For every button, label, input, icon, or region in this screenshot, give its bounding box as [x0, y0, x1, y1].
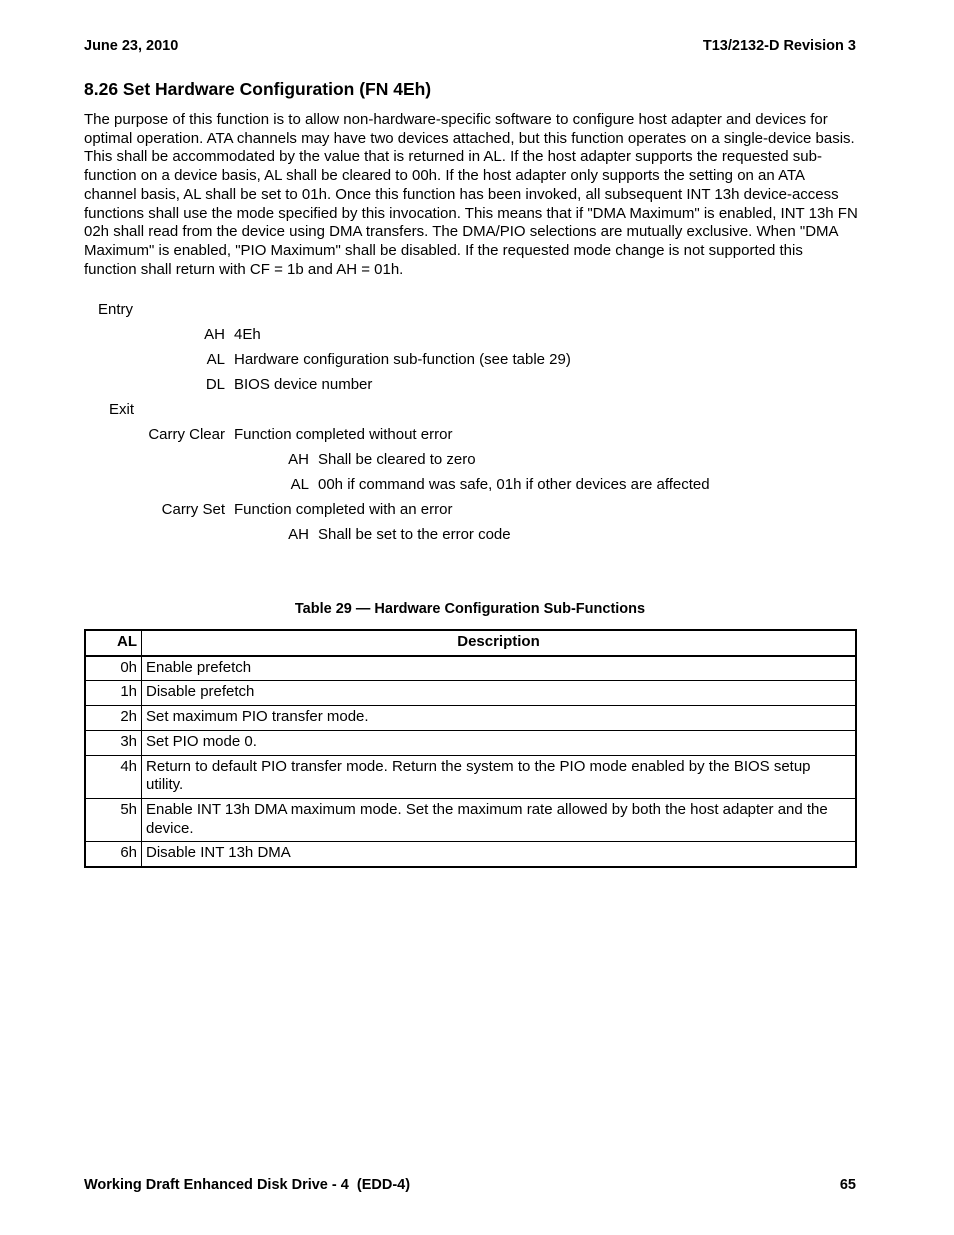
intro-paragraph: The purpose of this function is to allow non-hardware-specific software to configure host adapter and devices for optimal operation. ATA channels may have two devices attached, but this function operates on a single-device basis. This shall be accommodated by the value that is returned in AL. If the host adapter supports the requested sub-function on a device basis, AL shall be cleared to 00h. If the host adapter only supports the setting on an ATA channel basis, AL shall be set to 01h. Once this function has been invoked, all subsequent INT 13h device-access functions shall use the mode specified by this invocation. This means that if "DMA Maximum" is enabled, INT 13h FN 02h shall read from the device using DMA transfers. The DMA/PIO selections are mutually exclusive. When "DMA Maximum" is enabled, "PIO Maximum" shall be disabled. If the requested mode change is not supported this function shall return with CF = 1b and AH = 01h. — [84, 111, 858, 278]
carry-clear-desc: Function completed without error — [234, 426, 453, 443]
section-title: 8.26 Set Hardware Configuration (FN 4Eh) — [84, 79, 432, 99]
exit-clear-desc-al: 00h if command was safe, 01h if other devices are affected — [318, 476, 710, 493]
entry-label: Entry — [98, 301, 134, 318]
description-cell: Disable INT 13h DMA — [142, 842, 857, 867]
description-cell: Disable prefetch — [142, 681, 857, 706]
exit-clear-desc-ah: Shall be cleared to zero — [318, 451, 476, 468]
al-cell: 1h — [85, 681, 142, 706]
header-doc-id: T13/2132-D Revision 3 — [702, 38, 856, 54]
description-cell: Enable INT 13h DMA maximum mode. Set the maximum rate allowed by both the host adapter and the device. — [142, 798, 857, 841]
subfunction-table — [84, 629, 857, 868]
table-row — [85, 842, 856, 867]
entry-desc-dl: BIOS device number — [234, 376, 373, 393]
al-cell: 6h — [85, 842, 142, 867]
carry-set-desc: Function completed with an error — [234, 501, 453, 518]
footer-page-number: 65 — [839, 1177, 856, 1193]
exit-label: Exit — [109, 401, 135, 418]
al-cell: 3h — [85, 730, 142, 755]
table-row — [85, 656, 856, 681]
exit-clear-reg-al: AL — [290, 476, 309, 493]
entry-desc-al: Hardware configuration sub-function (see table 29) — [234, 351, 571, 368]
table-row — [85, 755, 856, 798]
al-cell: 0h — [85, 656, 142, 681]
footer-title: Working Draft Enhanced Disk Drive - 4 (EDD-4) — [84, 1177, 411, 1193]
table-row — [85, 681, 856, 706]
column-header-description: Description — [142, 630, 857, 656]
carry-clear-label: Carry Clear — [148, 426, 225, 443]
table-row — [85, 798, 856, 841]
entry-reg-ah: AH — [204, 326, 225, 343]
al-cell: 2h — [85, 706, 142, 731]
al-cell: 4h — [85, 755, 142, 798]
column-header-al: AL — [85, 630, 142, 656]
exit-clear-reg-ah: AH — [288, 451, 309, 468]
entry-reg-al: AL — [206, 351, 225, 368]
header-date: June 23, 2010 — [84, 38, 179, 54]
carry-set-label: Carry Set — [161, 501, 225, 518]
description-cell: Set PIO mode 0. — [142, 730, 857, 755]
table-row — [85, 730, 856, 755]
al-cell: 5h — [85, 798, 142, 841]
description-cell: Return to default PIO transfer mode. Return the system to the PIO mode enabled by the BIOS setup utility. — [142, 755, 857, 798]
table-row — [85, 706, 856, 731]
entry-reg-dl: DL — [205, 376, 225, 393]
exit-set-reg-ah: AH — [288, 526, 309, 543]
exit-set-desc-ah: Shall be set to the error code — [318, 526, 511, 543]
table-caption: Table 29 — Hardware Configuration Sub-Functions — [294, 601, 646, 617]
entry-desc-ah: 4Eh — [234, 326, 261, 343]
table-header-row — [85, 630, 856, 656]
description-cell: Set maximum PIO transfer mode. — [142, 706, 857, 731]
description-cell: Enable prefetch — [142, 656, 857, 681]
